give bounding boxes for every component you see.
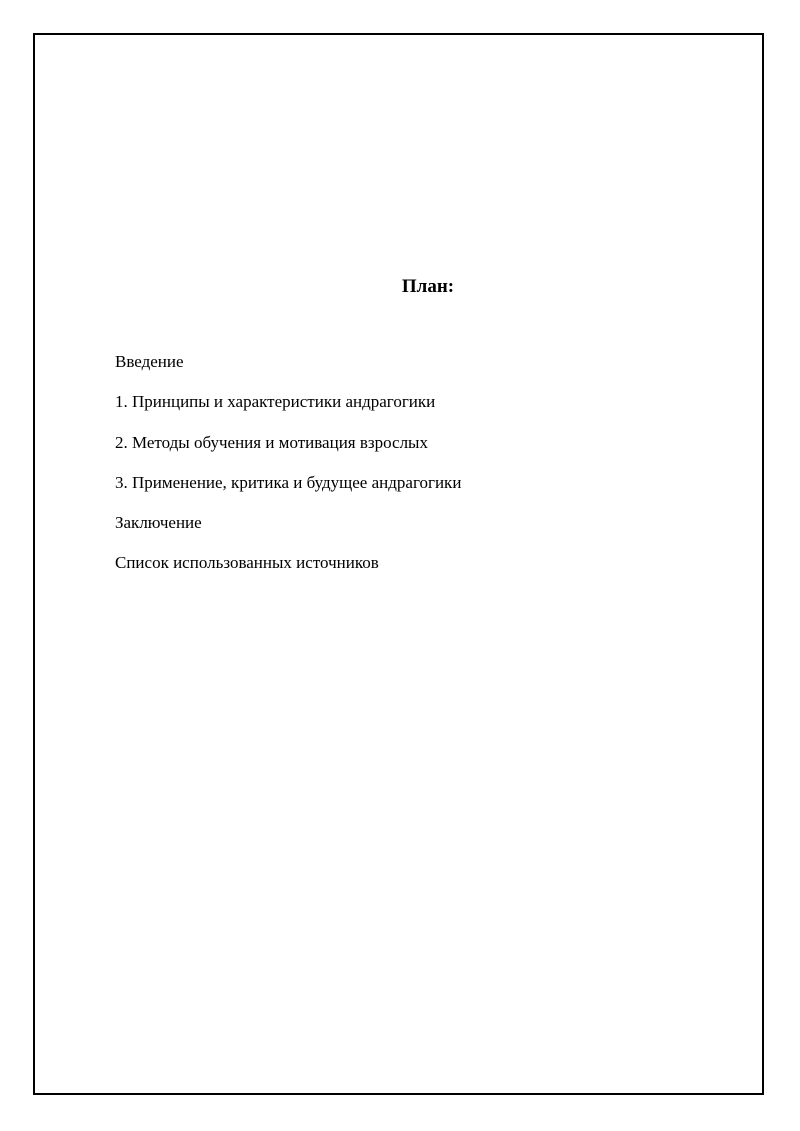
toc-item-introduction: Введение — [115, 352, 184, 371]
toc-item-chapter-1: 1. Принципы и характеристики андрагогики — [115, 392, 436, 412]
page-title: План: — [401, 276, 455, 297]
toc-item-conclusion: Заключение — [115, 513, 202, 533]
toc-item-chapter-2: 2. Методы обучения и мотивация взрослых — [115, 432, 428, 452]
toc-item-references: Список использованных источников — [115, 553, 379, 573]
toc-item-chapter-3: 3. Применение, критика и будущее андрагогики — [115, 472, 462, 492]
table-of-contents — [115, 350, 461, 592]
